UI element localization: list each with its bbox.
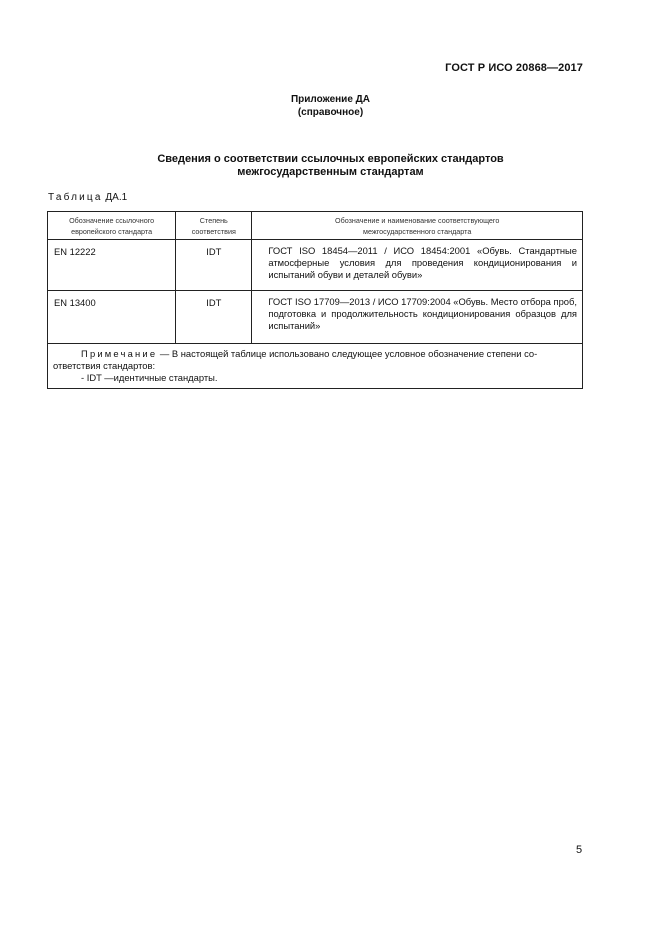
- header-col1-line2: европейского стандарта: [71, 227, 153, 236]
- table-note: [48, 344, 583, 389]
- table-row: [48, 240, 583, 291]
- cell-degree: IDT: [176, 291, 252, 344]
- table-row: [48, 291, 583, 344]
- appendix-heading: [0, 93, 661, 119]
- standards-table: [47, 211, 583, 389]
- appendix-subtitle: (справочное): [297, 107, 364, 118]
- document-id: ГОСТ Р ИСО 20868—2017: [445, 62, 583, 74]
- note-text-line3: - IDT —идентичные стандарты.: [81, 372, 218, 383]
- note-label: Примечание: [81, 348, 158, 359]
- table-header-row: [48, 212, 583, 240]
- cell-interstate-standard: ГОСТ ISO 18454—2011 / ИСО 18454:2001 «Обувь. Стандартные атмосферные условия для проведения кондиционирования и испытаний обуви и деталей обуви»: [252, 240, 583, 291]
- note-text-line1: — В настоящей таблице использовано следующее условное обозначение степени со-: [157, 348, 538, 359]
- table-label-number: ДА.1: [105, 192, 128, 203]
- section-title-line2: межгосударственным стандартам: [237, 166, 424, 178]
- cell-ref-standard: EN 12222: [48, 240, 176, 291]
- header-interstate-standard: [252, 212, 583, 240]
- cell-degree: IDT: [176, 240, 252, 291]
- note-text-line2: ответствия стандартов:: [53, 360, 156, 371]
- section-title-line1: Сведения о соответствии ссылочных европейских стандартов: [157, 153, 504, 165]
- page-number: 5: [576, 844, 583, 856]
- header-col3-line2: межгосударственного стандарта: [363, 227, 472, 236]
- table-note-row: [48, 344, 583, 389]
- cell-interstate-standard: ГОСТ ISO 17709—2013 / ИСО 17709:2004 «Обувь. Место отбора проб, подготовка и продолжительность кондиционирования образцов для испытаний»: [252, 291, 583, 344]
- header-col2-line1: Степень: [199, 216, 228, 225]
- cell-ref-standard: EN 13400: [48, 291, 176, 344]
- header-col1-line1: Обозначение ссылочного: [69, 216, 155, 225]
- section-title: [0, 153, 661, 179]
- table-label: [48, 192, 127, 203]
- table-label-word: Таблица: [48, 192, 103, 203]
- appendix-title: Приложение ДА: [290, 94, 371, 105]
- header-col2-line2: соответствия: [191, 227, 236, 236]
- header-col3-line1: Обозначение и наименование соответствующего: [334, 216, 500, 225]
- header-degree: [176, 212, 252, 240]
- header-ref-standard: [48, 212, 176, 240]
